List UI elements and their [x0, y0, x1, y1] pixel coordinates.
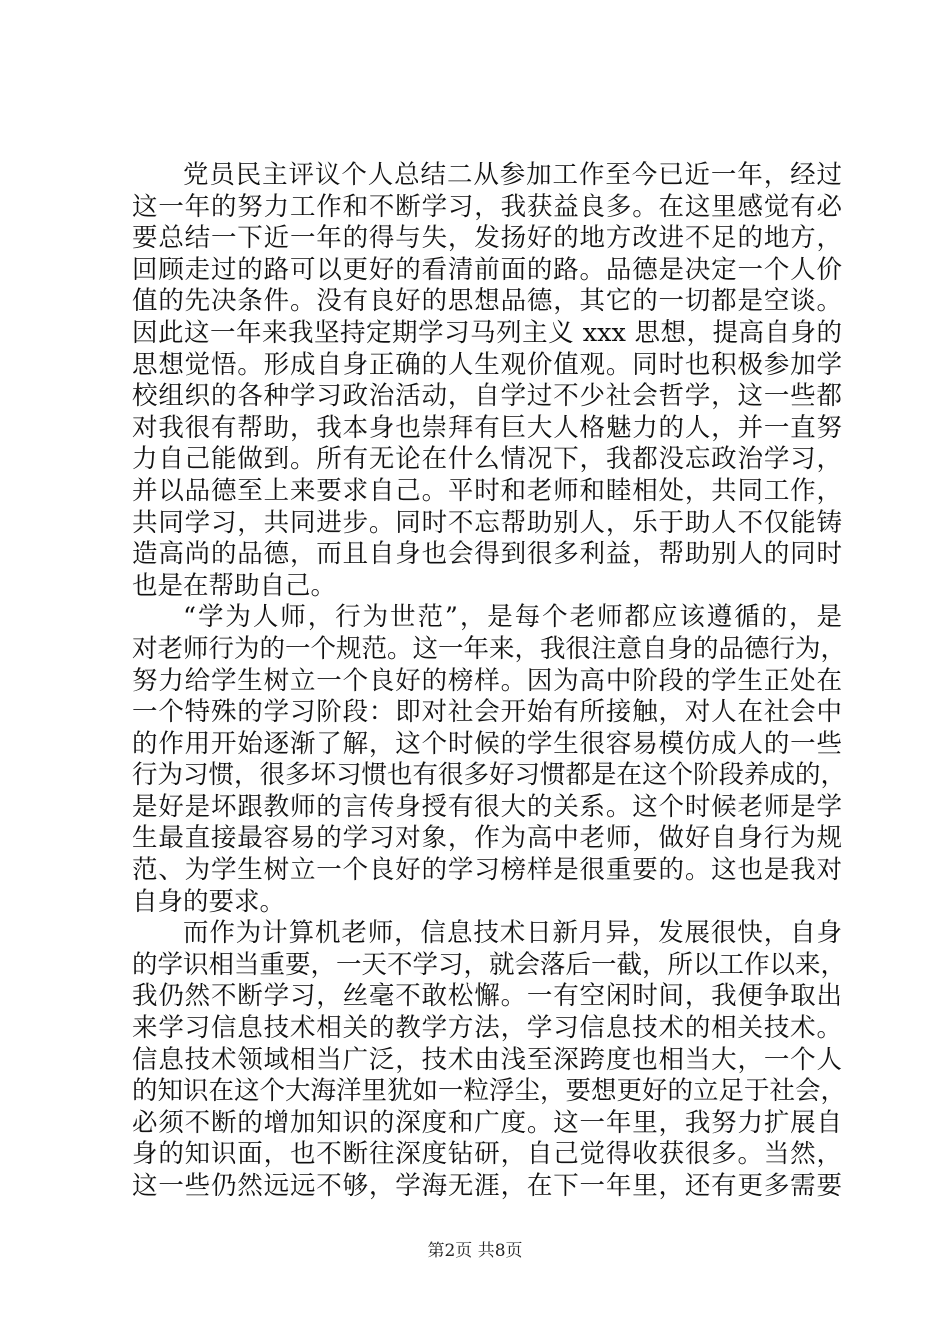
text-line: 造高尚的品德，而且自身也会得到很多利益，帮助别人的同时	[132, 539, 842, 570]
text-line: 的知识在这个大海洋里犹如一粒浮尘，要想更好的立足于社会，	[132, 1076, 847, 1107]
text-line: 校组织的各种学习政治活动，自学过不少社会哲学，这一些都	[132, 381, 842, 412]
text-line: 要总结一下近一年的得与失，发扬好的地方改进不足的地方，	[132, 223, 842, 254]
text-line: 也是在帮助自己。	[132, 570, 337, 601]
text-line: 努力给学生树立一个良好的榜样。因为高中阶段的学生正处在	[132, 665, 842, 696]
text-line: 对老师行为的一个规范。这一年来，我很注意自身的品德行为，	[132, 633, 847, 664]
paragraph-3	[132, 918, 847, 1202]
text-line: 值的先决条件。没有良好的思想品德，其它的一切都是空谈。	[132, 286, 842, 317]
text-line: 并以品德至上来要求自己。平时和老师和睦相处，共同工作，	[132, 475, 842, 506]
text-line: 党员民主评议个人总结二从参加工作至今已近一年，经过	[183, 160, 842, 190]
text-line: 是好是坏跟教师的言传身授有很大的关系。这个时候老师是学	[132, 791, 842, 822]
page-number-footer: 第2页 共8页	[427, 1241, 523, 1261]
text-line: 思想觉悟。形成自身正确的人生观价值观。同时也积极参加学	[132, 349, 842, 380]
text-line: 共同学习，共同进步。同时不忘帮助别人，乐于助人不仅能铸	[132, 507, 842, 538]
text-line: 来学习信息技术相关的教学方法，学习信息技术的相关技术。	[132, 1013, 842, 1044]
text-line: 因此这一年来我坚持定期学习马列主义 xxx 思想，提高自身的	[132, 317, 842, 348]
text-line: 对我很有帮助，我本身也崇拜有巨大人格魅力的人，并一直努	[132, 412, 842, 443]
text-line: 行为习惯，很多坏习惯也有很多好习惯都是在这个阶段养成的，	[132, 760, 847, 791]
text-line: 一个特殊的学习阶段：即对社会开始有所接触，对人在社会中	[132, 697, 842, 728]
text-line: 力自己能做到。所有无论在什么情况下，我都没忘政治学习，	[132, 444, 842, 475]
document-body	[132, 160, 847, 1203]
text-line: 信息技术领域相当广泛，技术由浅至深跨度也相当大，一个人	[132, 1044, 842, 1075]
paragraph-1	[132, 160, 842, 602]
text-line: 我仍然不断学习，丝毫不敢松懈。一有空闲时间，我便争取出	[132, 981, 842, 1012]
text-line: 回顾走过的路可以更好的看清前面的路。品德是决定一个人价	[132, 254, 842, 285]
text-line: 范、为学生树立一个良好的学习榜样是很重要的。这也是我对	[132, 855, 842, 886]
paragraph-2	[132, 602, 847, 918]
text-line: 这一年的努力工作和不断学习，我获益良多。在这里感觉有必	[132, 191, 842, 222]
text-line: 的学识相当重要，一天不学习，就会落后一截，所以工作以来，	[132, 949, 847, 980]
text-line: 而作为计算机老师，信息技术日新月异，发展很快，自身	[183, 918, 842, 949]
text-line: “学为人师，行为世范”，是每个老师都应该遵循的，是	[183, 602, 842, 633]
text-line: 自身的要求。	[132, 886, 286, 917]
text-line: 的作用开始逐渐了解，这个时候的学生很容易模仿成人的一些	[132, 728, 842, 759]
text-line: 身的知识面，也不断往深度钻研，自己觉得收获很多。当然，	[132, 1139, 842, 1170]
text-line: 必须不断的增加知识的深度和广度。这一年里，我努力扩展自	[132, 1107, 842, 1138]
text-line: 生最直接最容易的学习对象，作为高中老师，做好自身行为规	[132, 823, 842, 854]
text-line: 这一些仍然远远不够，学海无涯，在下一年里，还有更多需要	[132, 1171, 842, 1201]
